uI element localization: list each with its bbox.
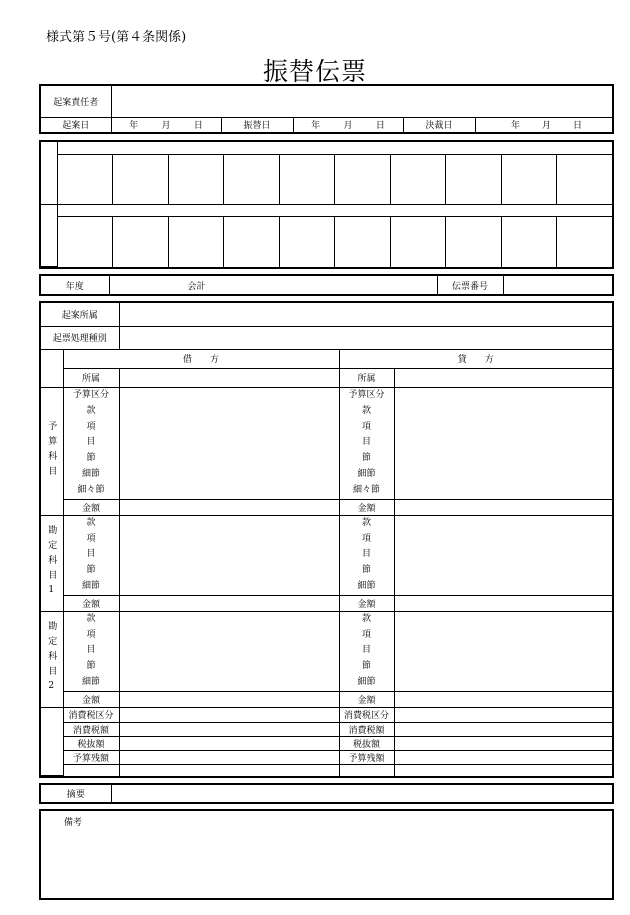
stamp-cell[interactable] <box>446 154 502 204</box>
stamp-cell[interactable] <box>224 154 280 204</box>
debit-tax-type-field[interactable] <box>119 707 339 722</box>
responsible-label: 起案責任者 <box>41 86 111 117</box>
credit-affiliation-field[interactable] <box>394 368 612 387</box>
budget-item: 節 <box>362 453 372 464</box>
process-type-label: 起票処理種別 <box>41 326 119 349</box>
debit-tax-type-label: 消費税区分 <box>63 707 119 722</box>
credit-affiliation-label: 所属 <box>339 368 394 387</box>
debit-account2-labels <box>63 611 119 691</box>
budget-item: 項 <box>86 421 96 432</box>
stamp-cell[interactable] <box>113 154 169 204</box>
account-item: 節 <box>362 565 372 576</box>
process-type-field[interactable] <box>119 326 612 349</box>
account-item: 細節 <box>357 677 376 688</box>
credit-account2-labels <box>339 611 394 691</box>
credit-blank-label <box>339 764 394 776</box>
stamp-cell[interactable] <box>446 216 502 267</box>
credit-amount-field[interactable] <box>394 499 612 515</box>
debit-tax-amount-field[interactable] <box>119 722 339 736</box>
blank-corner <box>41 349 63 387</box>
budget-item: 細々節 <box>77 484 105 495</box>
account-item: 細節 <box>357 581 376 592</box>
budget-section-label: 予算科目 <box>41 387 63 515</box>
remarks-label: 備考 <box>64 818 83 828</box>
debit-budget-balance-label: 予算残額 <box>63 750 119 764</box>
debit-header: 借 方 <box>63 349 339 368</box>
decision-date-field[interactable]: 年 月 日 <box>475 117 612 132</box>
debit-account1-labels <box>63 515 119 595</box>
stamp-title-cell[interactable] <box>57 142 612 154</box>
debit-tax-amount-label: 消費税額 <box>63 722 119 736</box>
debit-amount-label: 金額 <box>63 595 119 611</box>
budget-item: 款 <box>86 405 96 416</box>
budget-item: 細々節 <box>353 484 381 495</box>
account-label: 会計 <box>187 281 206 292</box>
credit-account2-field[interactable] <box>394 611 612 691</box>
account-item: 節 <box>362 661 372 672</box>
account-field[interactable] <box>109 276 437 294</box>
credit-account1-field[interactable] <box>394 515 612 595</box>
stamp-cell[interactable] <box>113 216 169 267</box>
debit-account2-field[interactable] <box>119 611 339 691</box>
credit-tax-type-field[interactable] <box>394 707 612 722</box>
fiscal-box <box>39 274 614 296</box>
debit-amount-label: 金額 <box>63 499 119 515</box>
credit-budget-balance-label: 予算残額 <box>339 750 394 764</box>
credit-tax-amount-label: 消費税額 <box>339 722 394 736</box>
form-id: 様式第５号(第４条関係) <box>46 30 187 45</box>
account-item: 款 <box>86 613 96 624</box>
stamp-cell[interactable] <box>168 216 224 267</box>
debit-amount-label: 金額 <box>63 691 119 707</box>
debit-affiliation-label: 所属 <box>63 368 119 387</box>
debit-amount-field[interactable] <box>119 595 339 611</box>
budget-item: 目 <box>362 437 372 448</box>
summary-box <box>39 783 614 804</box>
responsible-field[interactable] <box>111 86 612 117</box>
account-item: 細節 <box>82 581 101 592</box>
budget-item: 項 <box>362 421 372 432</box>
stamp-cell[interactable] <box>390 216 446 267</box>
approval-stamp-box <box>39 140 614 269</box>
debit-budget-labels <box>63 387 119 499</box>
voucher-number-label: 伝票番号 <box>437 276 503 294</box>
credit-net-amount-field[interactable] <box>394 736 612 750</box>
credit-header: 貸 方 <box>339 349 612 368</box>
stamp-cell[interactable] <box>57 216 113 267</box>
stamp-cell[interactable] <box>57 154 113 204</box>
budget-item: 目 <box>86 437 96 448</box>
credit-budget-field[interactable] <box>394 387 612 499</box>
credit-amount-label: 金額 <box>339 595 394 611</box>
account-item: 目 <box>86 549 96 560</box>
account-item: 節 <box>86 661 96 672</box>
transfer-date-label: 振替日 <box>221 117 293 132</box>
debit-blank-label <box>63 764 119 776</box>
stamp-cell[interactable] <box>279 154 335 204</box>
account1-section-label: 勘定科目1 <box>41 515 63 611</box>
account-item: 目 <box>362 645 372 656</box>
credit-amount-field[interactable] <box>394 691 612 707</box>
account-item: 款 <box>86 517 96 528</box>
draft-date-label: 起案日 <box>41 117 111 132</box>
budget-item: 細節 <box>357 469 376 480</box>
budget-item: 節 <box>86 453 96 464</box>
dept-label: 起案所属 <box>41 303 119 326</box>
debit-account1-field[interactable] <box>119 515 339 595</box>
account-item: 款 <box>362 613 372 624</box>
fiscal-year-label: 年度 <box>41 276 109 294</box>
tax-section-side <box>41 707 63 776</box>
draft-date-field[interactable]: 年 月 日 <box>111 117 221 132</box>
debit-affiliation-field[interactable] <box>119 368 339 387</box>
stamp-cell[interactable] <box>279 216 335 267</box>
credit-amount-field[interactable] <box>394 595 612 611</box>
credit-net-amount-label: 税抜額 <box>339 736 394 750</box>
debit-net-amount-label: 税抜額 <box>63 736 119 750</box>
debit-budget-field[interactable] <box>119 387 339 499</box>
stamp-cell[interactable] <box>335 154 391 204</box>
account-item: 款 <box>362 517 372 528</box>
credit-blank-field[interactable] <box>394 764 612 776</box>
budget-item: 款 <box>362 405 372 416</box>
ledger-box <box>39 301 614 778</box>
header-box <box>39 84 614 134</box>
account-item: 節 <box>86 565 96 576</box>
stamp-cell[interactable] <box>557 154 613 204</box>
account-item: 目 <box>86 645 96 656</box>
debit-amount-field[interactable] <box>119 691 339 707</box>
debit-budget-balance-field[interactable] <box>119 750 339 764</box>
remarks-box[interactable] <box>39 809 614 900</box>
voucher-number-field[interactable] <box>503 276 612 294</box>
dept-field[interactable] <box>119 303 612 326</box>
debit-blank-field[interactable] <box>119 764 339 776</box>
summary-field[interactable] <box>111 785 612 802</box>
stamp-cell[interactable] <box>501 154 557 204</box>
account-item: 項 <box>86 629 96 640</box>
summary-label: 摘要 <box>41 785 111 802</box>
page-title: 振替伝票 <box>262 57 367 86</box>
transfer-date-field[interactable]: 年 月 日 <box>293 117 403 132</box>
credit-tax-amount-field[interactable] <box>394 722 612 736</box>
account-item: 項 <box>86 533 96 544</box>
budget-item: 予算区分 <box>73 389 110 400</box>
stamp-cell[interactable] <box>335 216 391 267</box>
budget-item: 予算区分 <box>348 389 385 400</box>
credit-budget-labels <box>339 387 394 499</box>
account-item: 目 <box>362 549 372 560</box>
account-item: 項 <box>362 533 372 544</box>
stamp-cell[interactable] <box>557 216 613 267</box>
debit-net-amount-field[interactable] <box>119 736 339 750</box>
account2-section-label: 勘定科目2 <box>41 611 63 707</box>
credit-amount-label: 金額 <box>339 499 394 515</box>
account-item: 細節 <box>82 677 101 688</box>
stamp-row-header <box>41 204 57 267</box>
budget-item: 細節 <box>82 469 101 480</box>
stamp-cell[interactable] <box>168 154 224 204</box>
decision-date-label: 決裁日 <box>403 117 475 132</box>
stamp-cell[interactable] <box>501 216 557 267</box>
credit-account1-labels <box>339 515 394 595</box>
debit-amount-field[interactable] <box>119 499 339 515</box>
stamp-cell[interactable] <box>224 216 280 267</box>
credit-tax-type-label: 消費税区分 <box>339 707 394 722</box>
stamp-title-cell[interactable] <box>57 204 612 216</box>
stamp-row-header <box>41 142 57 204</box>
stamp-cell[interactable] <box>390 154 446 204</box>
credit-budget-balance-field[interactable] <box>394 750 612 764</box>
account-item: 項 <box>362 629 372 640</box>
credit-amount-label: 金額 <box>339 691 394 707</box>
